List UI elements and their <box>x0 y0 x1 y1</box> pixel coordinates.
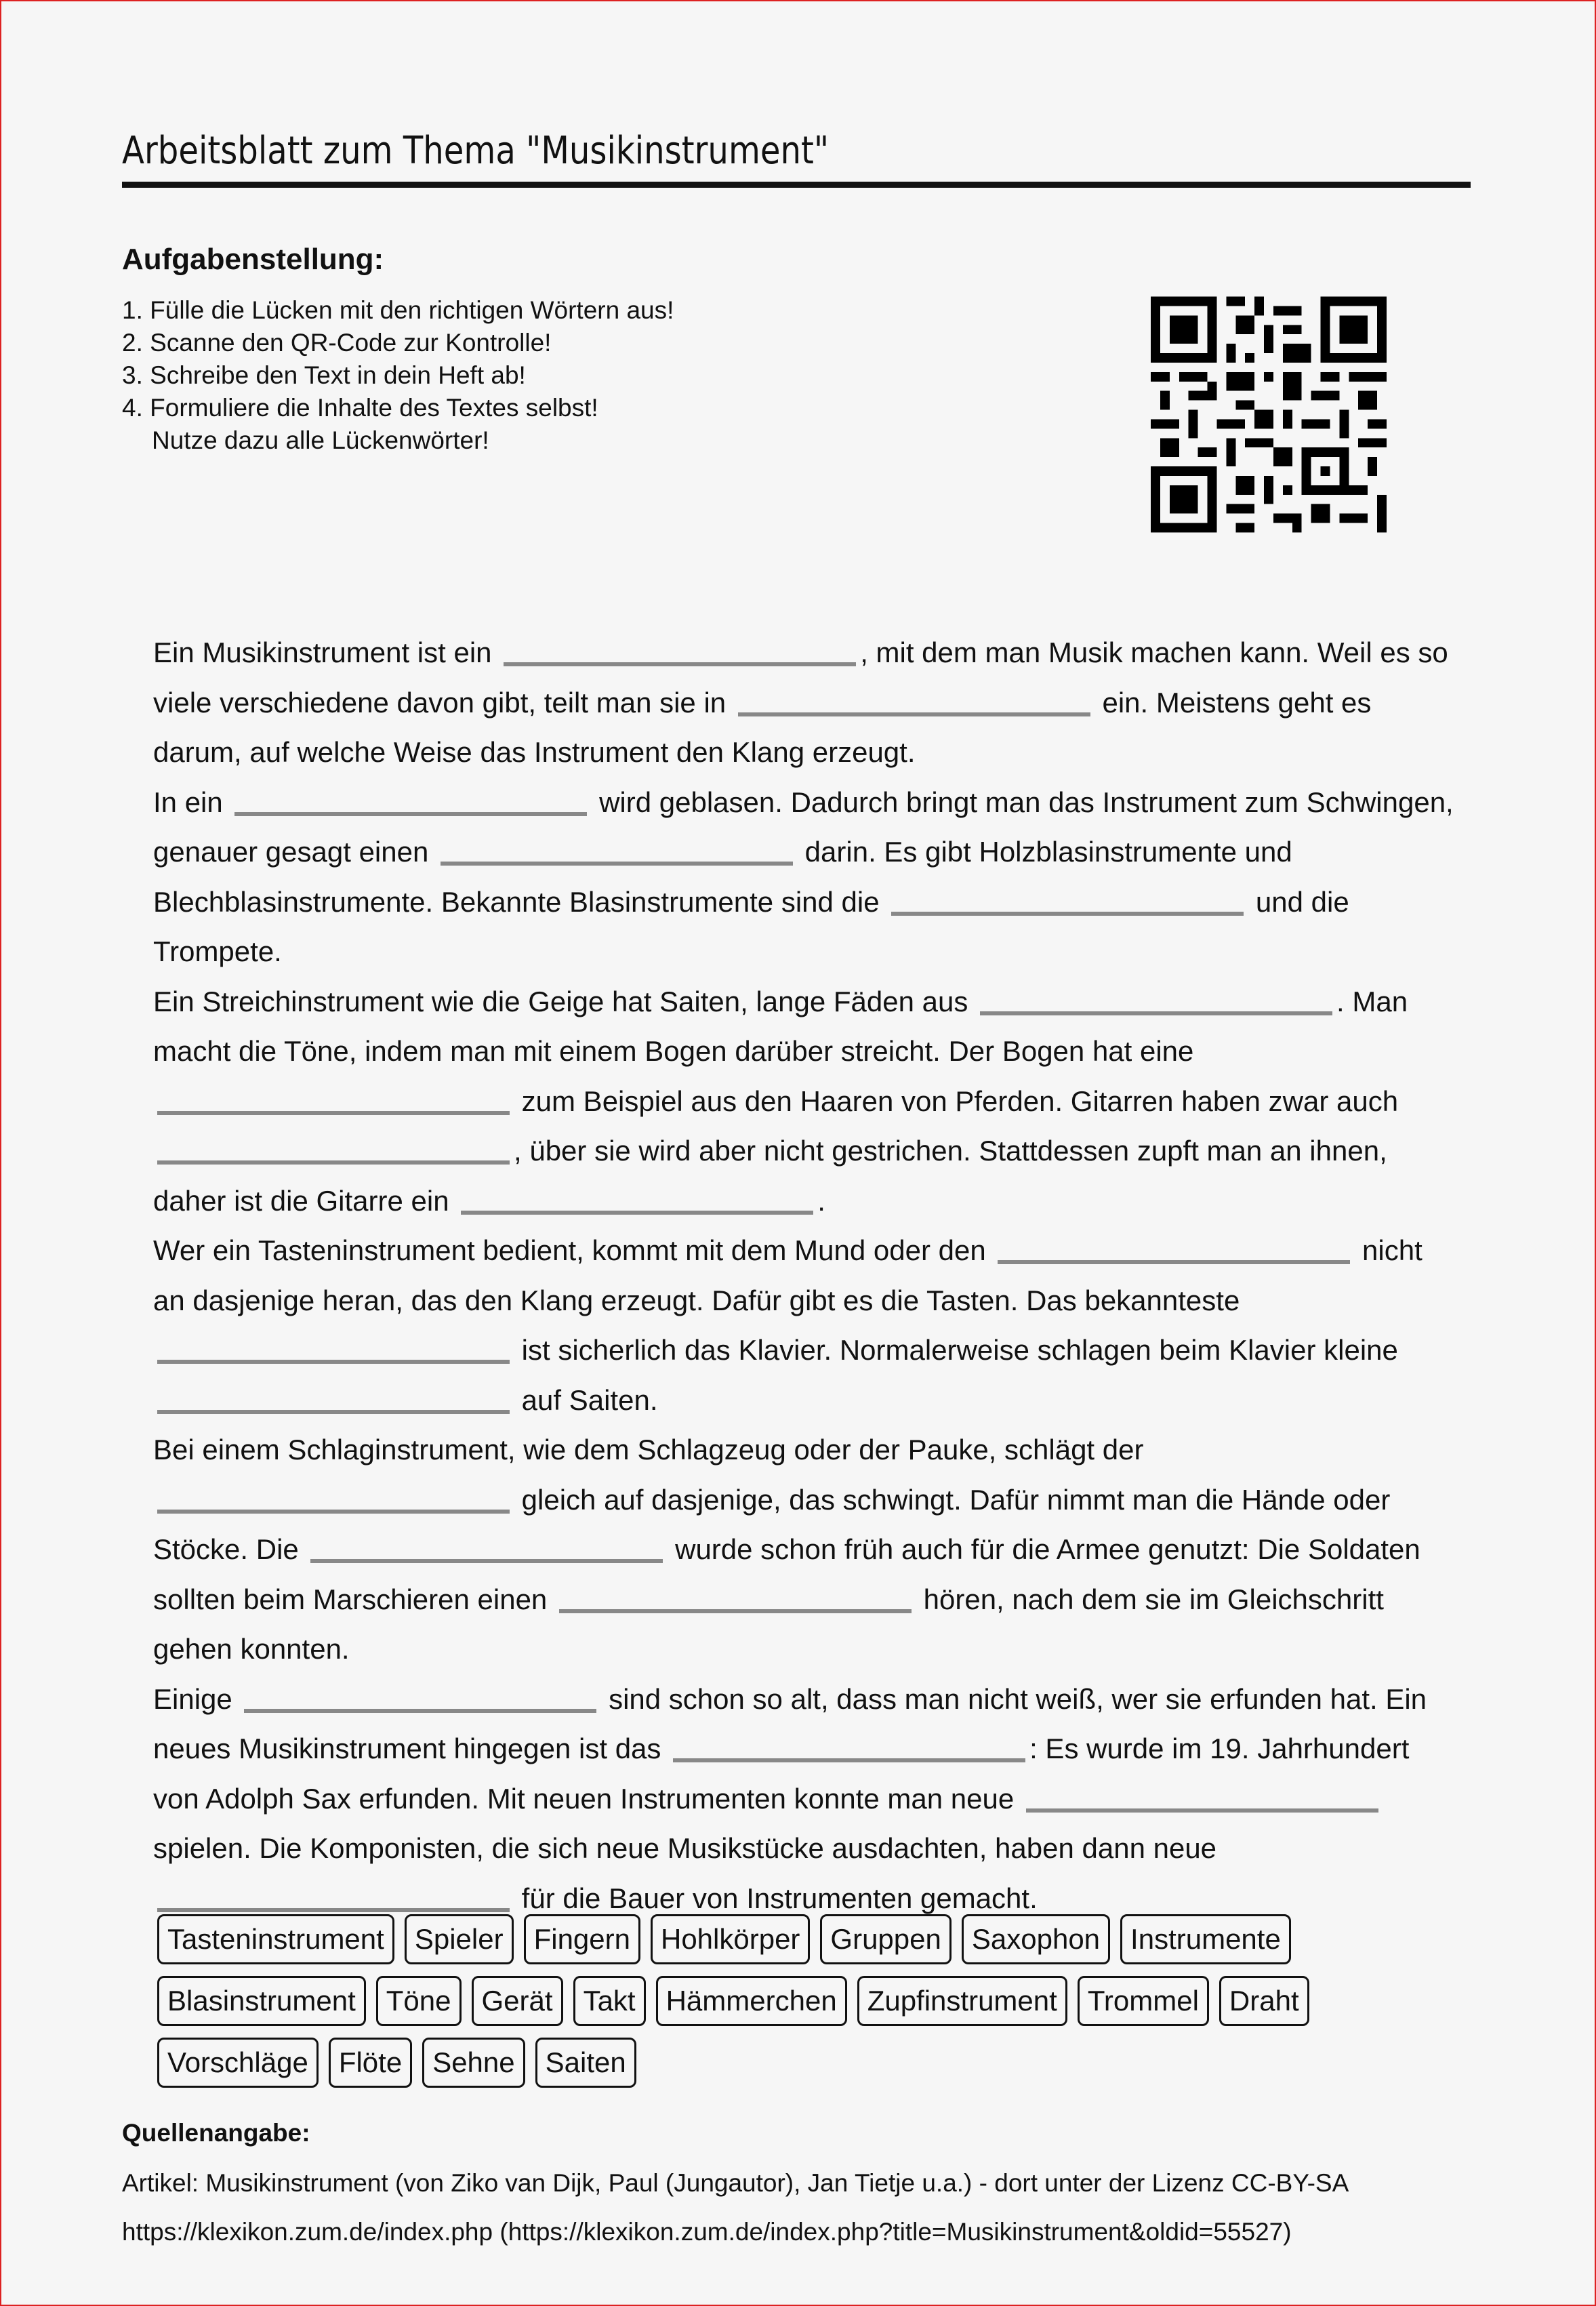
cloze-text <box>153 628 1454 1923</box>
title-underline <box>122 182 1471 188</box>
qr-code-icon[interactable] <box>1151 294 1387 535</box>
task-item: 1. Fülle die Lücken mit den richtigen Wörtern aus! <box>122 296 674 324</box>
word-chip[interactable]: Spieler <box>405 1914 514 1964</box>
word-bank <box>157 1914 1445 2099</box>
word-bank-row <box>157 1914 1445 1964</box>
task-heading: Aufgabenstellung: <box>122 243 384 276</box>
blank-field[interactable] <box>998 1229 1350 1264</box>
word-bank-row <box>157 2038 1445 2088</box>
blank-field[interactable] <box>157 1877 510 1912</box>
task-item: 3. Schreibe den Text in dein Heft ab! <box>122 361 526 389</box>
source-heading: Quellenangabe: <box>122 2119 310 2147</box>
source-citation: Artikel: Musikinstrument (von Ziko van Dijk, Paul (Jungautor), Jan Tietje u.a.) - dort unter der Lizenz CC-BY-SA <box>122 2169 1349 2197</box>
cloze-paragraph: Ein Musikinstrument ist ein , mit dem man Musik machen kann. Weil es so viele verschiedene davon gibt, teilt man sie in ein. Meistens geht es darum, auf welche Weise das Instrument den Klang erzeugt. <box>153 628 1454 777</box>
word-bank-row <box>157 1976 1445 2026</box>
word-chip[interactable]: Takt <box>573 1976 646 2026</box>
word-chip[interactable]: Flöte <box>329 2038 412 2088</box>
word-chip[interactable]: Saiten <box>535 2038 636 2088</box>
blank-field[interactable] <box>504 631 856 666</box>
word-chip[interactable]: Tasteninstrument <box>157 1914 394 1964</box>
word-chip[interactable]: Instrumente <box>1120 1914 1291 1964</box>
cloze-paragraph: Wer ein Tasteninstrument bedient, kommt mit dem Mund oder den nicht an dasjenige heran, das den Klang erzeugt. Dafür gibt es die Tasten. Das bekannteste ist sicherlich das Klavier. Normalerweise schlagen beim Klavier kleine auf Saiten. <box>153 1226 1454 1425</box>
word-chip[interactable]: Gruppen <box>820 1914 951 1964</box>
cloze-paragraph: Ein Streichinstrument wie die Geige hat Saiten, lange Fäden aus . Man macht die Töne, indem man mit einem Bogen darüber streicht. Der Bogen hat eine zum Beispiel aus den Haaren von Pferden. Gitarren haben zwar auch , über sie wird aber nicht gestrichen. Stattdessen zupft man an ihnen, daher ist die Gitarre ein . <box>153 977 1454 1226</box>
source-url[interactable]: https://klexikon.zum.de/index.php (https://klexikon.zum.de/index.php?title=Musikinstrument&oldid=55527) <box>122 2218 1292 2246</box>
blank-field[interactable] <box>310 1528 663 1563</box>
task-list <box>122 294 674 457</box>
word-chip[interactable]: Draht <box>1219 1976 1309 2026</box>
blank-field[interactable] <box>234 781 587 816</box>
task-item: 2. Scanne den QR-Code zur Kontrolle! <box>122 329 552 357</box>
cloze-paragraph: Einige sind schon so alt, dass man nicht weiß, wer sie erfunden hat. Ein neues Musikinstrument hingegen ist das : Es wurde im 19. Jahrhundert von Adolph Sax erfunden. Mit neuen Instrumenten konnte man neue spielen. Die Komponisten, die sich neue Musikstücke ausdachten, haben dann neue für die Bauer von Instrumenten gemacht. <box>153 1674 1454 1924</box>
blank-field[interactable] <box>891 881 1244 916</box>
word-chip[interactable]: Gerät <box>472 1976 563 2026</box>
blank-field[interactable] <box>157 1478 510 1514</box>
task-item: 4. Formuliere die Inhalte des Textes selbst! <box>122 394 598 422</box>
word-chip[interactable]: Saxophon <box>962 1914 1110 1964</box>
task-item: Nutze dazu alle Lückenwörter! <box>152 426 489 454</box>
word-chip[interactable]: Vorschläge <box>157 2038 319 2088</box>
cloze-paragraph: Bei einem Schlaginstrument, wie dem Schlagzeug oder der Pauke, schlägt der gleich auf dasjenige, das schwingt. Dafür nimmt man die Hände oder Stöcke. Die wurde schon früh auch für die Armee genutzt: Die Soldaten sollten beim Marschieren einen hören, nach dem sie im Gleichschritt gehen konnten. <box>153 1434 1420 1665</box>
blank-field[interactable] <box>157 1129 510 1165</box>
blank-field[interactable] <box>157 1379 510 1414</box>
blank-field[interactable] <box>1026 1777 1378 1813</box>
word-chip[interactable]: Sehne <box>422 2038 525 2088</box>
word-chip[interactable]: Hämmerchen <box>656 1976 847 2026</box>
word-chip[interactable]: Blasinstrument <box>157 1976 366 2026</box>
blank-field[interactable] <box>244 1678 596 1713</box>
word-chip[interactable]: Töne <box>376 1976 462 2026</box>
blank-field[interactable] <box>441 830 793 866</box>
blank-field[interactable] <box>559 1578 912 1613</box>
page-title: Arbeitsblatt zum Thema "Musikinstrument" <box>122 129 830 173</box>
word-chip[interactable]: Trommel <box>1078 1976 1209 2026</box>
word-chip[interactable]: Fingern <box>524 1914 640 1964</box>
blank-field[interactable] <box>980 980 1332 1015</box>
blank-field[interactable] <box>673 1727 1025 1762</box>
cloze-paragraph: In ein wird geblasen. Dadurch bringt man das Instrument zum Schwingen, genauer gesagt einen darin. Es gibt Holzblasinstrumente und Blechblasinstrumente. Bekannte Blasinstrumente sind die und die Trompete. <box>153 777 1454 977</box>
blank-field[interactable] <box>157 1080 510 1115</box>
blank-field[interactable] <box>738 681 1090 716</box>
blank-field[interactable] <box>157 1329 510 1364</box>
word-chip[interactable]: Zupfinstrument <box>857 1976 1067 2026</box>
word-chip[interactable]: Hohlkörper <box>651 1914 810 1964</box>
blank-field[interactable] <box>461 1179 813 1215</box>
